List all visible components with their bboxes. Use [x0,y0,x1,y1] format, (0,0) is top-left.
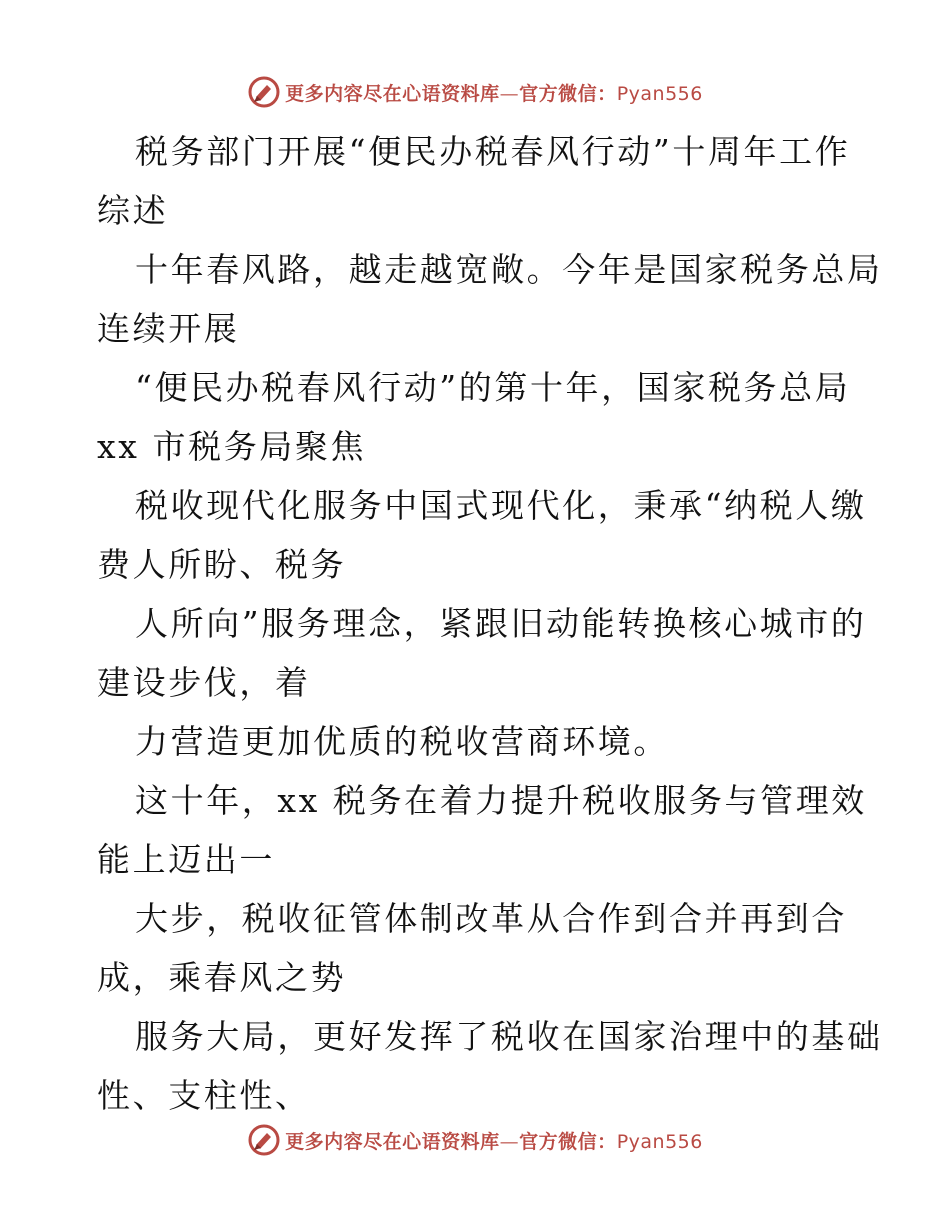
footer-banner-text [285,1127,703,1154]
header-banner [0,70,950,114]
text-line: 大步，税收征管体制改革从合作到合并再到合 [135,899,847,938]
brand-logo-icon [247,75,281,109]
text-line: “便民办税春风行动”的第十年，国家税务总局 [135,368,851,407]
document-body [97,122,883,1125]
text-line: 这十年，xx 税务在着力提升税收服务与管理效 [135,781,867,820]
header-banner-title: 更多内容尽在心语资料库 [285,82,500,105]
footer-banner-title: 更多内容尽在心语资料库 [285,1130,500,1153]
header-banner-text [285,79,703,106]
text-line: 能上迈出一 [97,840,275,879]
text-line: 成，乘春风之势 [97,958,347,997]
text-line: 力营造更加优质的税收营商环境。 [135,722,669,761]
text-line: 连续开展 [97,309,240,348]
footer-banner [0,1118,950,1162]
text-line: 建设步伐，着 [97,663,311,702]
footer-banner-contact: 官方微信： [519,1130,617,1153]
text-line: 税收现代化服务中国式现代化，秉承“纳税人缴 [135,486,867,525]
text-line: 服务大局，更好发挥了税收在国家治理中的基础 [135,1017,883,1056]
header-banner-brand: Pyan556 [616,82,703,105]
text-line: 人所向”服务理念，紧跟旧动能转换核心城市的 [135,604,867,643]
text-line: 费人所盼、税务 [97,545,347,584]
header-banner-separator: — [499,82,520,105]
header-banner-contact: 官方微信： [519,82,617,105]
text-line: 性、支柱性、 [97,1076,311,1115]
footer-banner-brand: Pyan556 [616,1130,703,1153]
text-line: 十年春风路，越走越宽敞。今年是国家税务总局 [135,250,883,289]
text-line: 税务部门开展“便民办税春风行动”十周年工作 [135,132,851,171]
footer-banner-separator: — [499,1130,520,1153]
text-line: 综述 [97,191,169,230]
text-line: xx 市税务局聚焦 [97,427,367,466]
brand-logo-icon [247,1123,281,1157]
